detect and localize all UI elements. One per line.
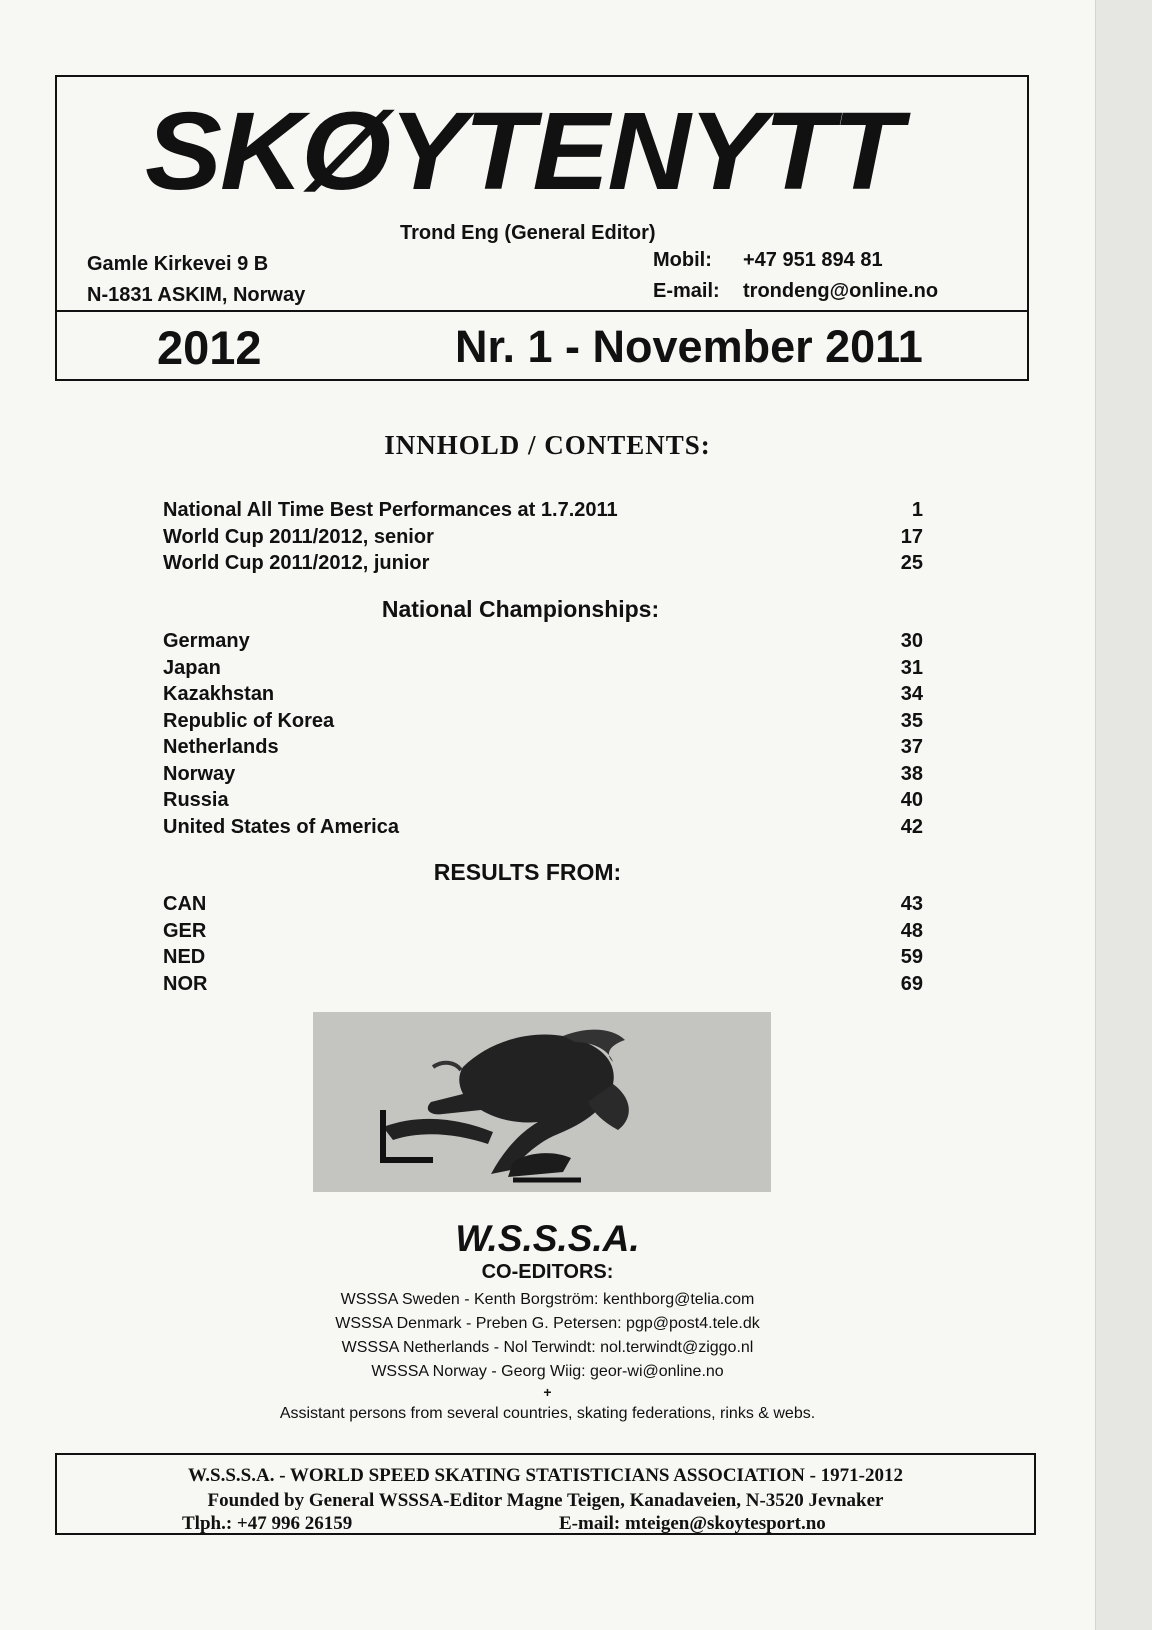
coeditors-list (0, 1288, 1095, 1384)
toc-label: Netherlands (163, 736, 279, 758)
coeditor-line: WSSSA Netherlands - Nol Terwindt: nol.terwindt@ziggo.nl (341, 1339, 754, 1356)
toc-label: Germany (163, 630, 250, 652)
toc-page: 40 (900, 789, 923, 811)
toc-page: 35 (900, 709, 923, 732)
footer-line: Founded by General WSSSA-Editor Magne Teigen, Kanadaveien, N-3520 Jevnaker (207, 1490, 884, 1511)
speed-skater-icon (313, 1012, 771, 1192)
assistants-note: Assistant persons from several countries, skating federations, rinks & webs. (279, 1405, 816, 1422)
editor-address (87, 249, 305, 311)
toc-label: World Cup 2011/2012, junior (163, 552, 430, 574)
national-championships-list (163, 628, 923, 840)
editor-contact (653, 245, 938, 307)
contents-title: INNHOLD / CONTENTS: (384, 430, 711, 460)
mobile-label: Mobil: (653, 249, 712, 271)
address-line: N-1831 ASKIM, Norway (87, 284, 306, 306)
results-heading: RESULTS FROM: (433, 859, 622, 885)
toc-page: 42 (900, 815, 923, 838)
toc-page: 34 (900, 683, 923, 705)
toc-label: Republic of Korea (163, 709, 335, 732)
coeditor-line: WSSSA Norway - Georg Wiig: geor-wi@online.no (371, 1363, 724, 1380)
toc-entry (163, 814, 923, 841)
plus-sign: + (543, 1384, 552, 1400)
volume-year: 2012 (157, 321, 262, 374)
toc-entry (163, 787, 923, 814)
coeditor-line: WSSSA Denmark - Preben G. Petersen: pgp@post4.tele.dk (335, 1315, 760, 1332)
issue-title: Nr. 1 - November 2011 (455, 321, 923, 372)
toc-entry (163, 944, 923, 971)
toc-label: Norway (163, 762, 236, 785)
toc-entry (163, 918, 923, 945)
toc-page: 43 (900, 893, 923, 915)
toc-page: 17 (900, 525, 923, 548)
masthead (55, 75, 1029, 381)
toc-page: 37 (900, 736, 923, 758)
divider (57, 310, 1027, 312)
footer-box (55, 1453, 1036, 1535)
association-name: W.S.S.S.A. (455, 1218, 640, 1259)
toc-page: 31 (900, 656, 923, 679)
speed-skater-illustration (313, 1012, 771, 1192)
toc-label: GER (163, 919, 207, 942)
coeditor-line: WSSSA Sweden - Kenth Borgström: kenthborg@telia.com (340, 1291, 755, 1308)
toc-entry (163, 708, 923, 735)
toc-entry (163, 497, 923, 524)
toc-entry (163, 971, 923, 998)
results-list (163, 891, 923, 997)
footer-line: W.S.S.S.A. - WORLD SPEED SKATING STATISTICIANS ASSOCIATION - 1971-2012 (188, 1465, 903, 1486)
toc-label: NED (163, 946, 206, 968)
coeditors-title: CO-EDITORS: (481, 1261, 614, 1283)
general-editor: Trond Eng (General Editor) (400, 222, 656, 244)
national-championships-heading: National Championships: (381, 596, 660, 622)
toc-page: 38 (900, 762, 923, 785)
toc-label: United States of America (163, 815, 399, 838)
page-edge (1095, 0, 1152, 1630)
magazine-logo: SKØYTENYTT (145, 90, 901, 213)
toc-label: Japan (163, 656, 221, 679)
toc-page: 69 (900, 972, 923, 995)
toc-page: 1 (911, 499, 923, 521)
toc-entry (163, 761, 923, 788)
toc-entry (163, 681, 923, 708)
footer-email: E-mail: mteigen@skoytesport.no (559, 1513, 826, 1534)
address-line: Gamle Kirkevei 9 B (87, 253, 269, 275)
email-value: trondeng@online.no (743, 280, 939, 302)
toc-entry (163, 734, 923, 761)
toc-label: CAN (163, 893, 207, 915)
toc-label: Russia (163, 789, 229, 811)
toc-page: 25 (900, 552, 923, 574)
toc-entry (163, 628, 923, 655)
mobile-value: +47 951 894 81 (743, 249, 883, 271)
toc-page: 59 (900, 946, 923, 968)
toc-label: Kazakhstan (163, 683, 275, 705)
toc-entry (163, 655, 923, 682)
email-label: E-mail: (653, 280, 720, 302)
toc-label: World Cup 2011/2012, senior (163, 525, 434, 548)
toc-page: 30 (900, 630, 923, 652)
toc-label: National All Time Best Performances at 1.7.2011 (163, 499, 618, 521)
toc-entry (163, 550, 923, 577)
toc-label: NOR (163, 972, 208, 995)
toc-entry (163, 891, 923, 918)
toc-entry (163, 524, 923, 551)
toc-page: 48 (900, 919, 923, 942)
footer-phone: Tlph.: +47 996 26159 (182, 1513, 353, 1534)
contents-main-list (163, 497, 923, 577)
